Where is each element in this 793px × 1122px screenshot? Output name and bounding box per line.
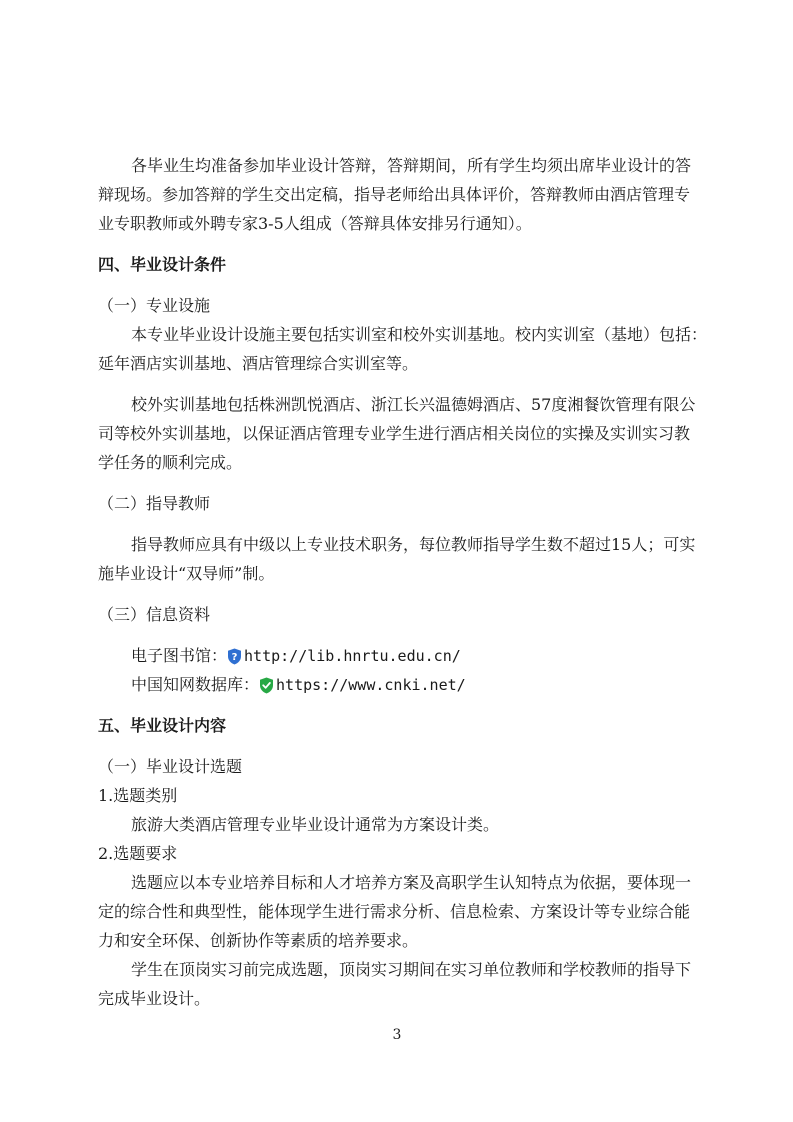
section-4-2-heading: （二）指导教师	[98, 494, 211, 513]
topic-requirements-paragraph-line: 选题应以本专业培养目标和人才培养方案及高职学生认知特点为依据，要体现一	[131, 873, 692, 892]
advisor-paragraph-line: 施毕业设计“双导师”制。	[98, 564, 275, 583]
page-number: 3	[392, 1027, 402, 1043]
facilities-paragraph-line: 本专业毕业设计设施主要包括实训室和校外实训基地。校内实训室（基地）包括：	[131, 325, 708, 344]
item-2-heading: 2.选题要求	[98, 844, 178, 863]
section-5-1-heading: （一）毕业设计选题	[98, 757, 243, 776]
cnki-url-link[interactable]: https://www.cnki.net/	[276, 676, 466, 694]
section-5-heading: 五、毕业设计内容	[98, 716, 227, 735]
defense-paragraph-line: 业专职教师或外聘专家3-5人组成（答辩具体安排另行通知）。	[98, 214, 532, 233]
external-bases-paragraph-line: 校外实训基地包括株洲凯悦酒店、浙江长兴温德姆酒店、57度湘餐饮管理有限公	[131, 395, 696, 414]
advisor-paragraph-line: 指导教师应具有中级以上专业技术职务，每位教师指导学生数不超过15人；可实	[131, 535, 696, 554]
item-1-heading: 1.选题类别	[98, 786, 178, 805]
external-bases-paragraph-line: 学任务的顺利完成。	[98, 453, 243, 472]
topic-timing-paragraph-line: 学生在顶岗实习前完成选题，顶岗实习期间在实习单位教师和学校教师的指导下	[131, 960, 692, 979]
topic-category-paragraph-line: 旅游大类酒店管理专业毕业设计通常为方案设计类。	[131, 815, 500, 834]
external-bases-paragraph-line: 司等校外实训基地，以保证酒店管理专业学生进行酒店相关岗位的实操及实训实习教	[98, 424, 691, 443]
defense-paragraph-line: 辩现场。参加答辩的学生交出定稿，指导老师给出具体评价，答辩教师由酒店管理专	[98, 185, 691, 204]
facilities-paragraph-line: 延年酒店实训基地、酒店管理综合实训室等。	[98, 354, 419, 373]
topic-timing-paragraph-line: 完成毕业设计。	[98, 989, 211, 1008]
section-4-heading: 四、毕业设计条件	[98, 255, 227, 274]
defense-paragraph-line: 各毕业生均准备参加毕业设计答辩，答辩期间，所有学生均须出席毕业设计的答	[131, 156, 692, 175]
shield-check-icon	[259, 677, 274, 694]
section-4-3-heading: （三）信息资料	[98, 605, 211, 624]
topic-requirements-paragraph-line: 力和安全环保、创新协作等素质的培养要求。	[98, 931, 419, 950]
shield-question-icon	[227, 648, 242, 665]
topic-requirements-paragraph-line: 定的综合性和典型性，能体现学生进行需求分析、信息检索、方案设计等专业综合能	[98, 902, 691, 921]
e-library-line	[131, 646, 461, 666]
cnki-label: 中国知网数据库：	[131, 675, 260, 694]
cnki-line	[131, 675, 466, 695]
svg-text:?: ?	[231, 651, 238, 663]
section-4-1-heading: （一）专业设施	[98, 296, 211, 315]
e-library-url-link[interactable]: http://lib.hnrtu.edu.cn/	[244, 647, 461, 665]
e-library-label: 电子图书馆：	[131, 646, 228, 665]
